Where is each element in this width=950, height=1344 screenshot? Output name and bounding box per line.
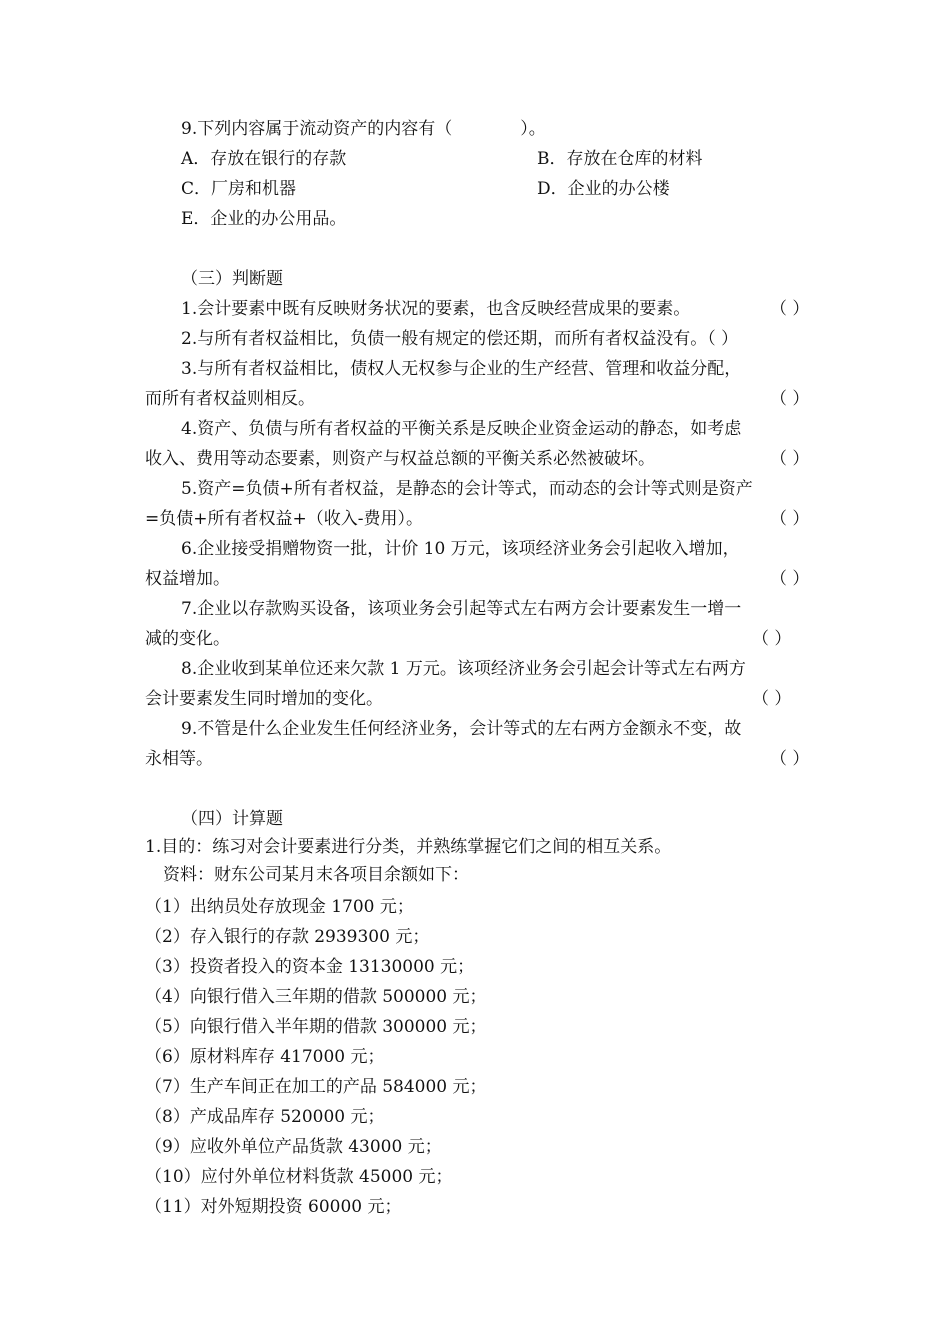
judge-item-1-blank: （ ） [770,299,810,319]
judge-item-8-line2: 会计要素发生同时增加的变化。 [145,689,383,709]
calc-item-1: （1）出纳员处存放现金 1700 元； [145,897,414,917]
judge-item-4-blank: （ ） [770,449,810,469]
calc-purpose: 1.目的：练习对会计要素进行分类，并熟练掌握它们之间的相互关系。 [145,837,672,857]
judge-item-5-line1: 5.资产=负债+所有者权益，是静态的会计等式，而动态的会计等式则是资产 [181,479,753,499]
calc-item-9: （9）应收外单位产品货款 43000 元； [145,1137,442,1157]
calc-material: 资料：财东公司某月末各项目余额如下： [163,865,469,885]
judge-item-6-blank: （ ） [770,569,810,589]
section-heading-judge: （三）判断题 [181,269,283,289]
calc-item-8: （8）产成品库存 520000 元； [145,1107,385,1127]
judge-item-3-line2: 而所有者权益则相反。 [145,389,315,409]
judge-item-3-blank: （ ） [770,389,810,409]
calc-item-7: （7）生产车间正在加工的产品 584000 元； [145,1077,487,1097]
calc-item-6: （6）原材料库存 417000 元； [145,1047,385,1067]
q9-option-a: A．存放在银行的存款 [181,149,347,169]
judge-item-5-blank: （ ） [770,509,810,529]
q9-stem: 9.下列内容属于流动资产的内容有（ ）。 [181,119,546,139]
judge-item-7-line1: 7.企业以存款购买设备，该项业务会引起等式左右两方会计要素发生一增一 [181,599,742,619]
judge-item-5-line2: =负债+所有者权益+（收入-费用）。 [145,509,423,529]
judge-item-1-line1: 1.会计要素中既有反映财务状况的要素，也含反映经营成果的要素。 [181,299,691,319]
judge-item-8-blank: （ ） [752,689,792,709]
calc-item-5: （5）向银行借入半年期的借款 300000 元； [145,1017,487,1037]
calc-item-10: （10）应付外单位材料货款 45000 元； [145,1167,453,1187]
judge-item-7-blank: （ ） [752,629,792,649]
judge-item-9-blank: （ ） [770,749,810,769]
judge-item-7-line2: 减的变化。 [145,629,230,649]
q9-option-e: E．企业的办公用品。 [181,209,347,229]
calc-item-11: （11）对外短期投资 60000 元； [145,1197,402,1217]
calc-item-2: （2）存入银行的存款 2939300 元； [145,927,430,947]
q9-option-d: D．企业的办公楼 [537,179,670,199]
judge-item-9-line2: 永相等。 [145,749,213,769]
calc-item-3: （3）投资者投入的资本金 13130000 元； [145,957,475,977]
judge-item-6-line2: 权益增加。 [145,569,230,589]
judge-item-8-line1: 8.企业收到某单位还来欠款 1 万元。该项经济业务会引起会计等式左右两方 [181,659,746,679]
judge-item-2-line1: 2.与所有者权益相比，负债一般有规定的偿还期，而所有者权益没有。（ ） [181,329,739,349]
judge-item-9-line1: 9.不管是什么企业发生任何经济业务，会计等式的左右两方金额永不变，故 [181,719,742,739]
q9-option-c: C．厂房和机器 [181,179,297,199]
judge-item-4-line1: 4.资产、负债与所有者权益的平衡关系是反映企业资金运动的静态，如考虑 [181,419,742,439]
judge-item-4-line2: 收入、费用等动态要素，则资产与权益总额的平衡关系必然被破坏。 [145,449,655,469]
judge-item-6-line1: 6.企业接受捐赠物资一批，计价 10 万元，该项经济业务会引起收入增加， [181,539,740,559]
q9-option-b: B．存放在仓库的材料 [537,149,703,169]
calc-item-4: （4）向银行借入三年期的借款 500000 元； [145,987,487,1007]
section-heading-calc: （四）计算题 [181,809,283,829]
judge-item-3-line1: 3.与所有者权益相比，债权人无权参与企业的生产经营、管理和收益分配， [181,359,742,379]
